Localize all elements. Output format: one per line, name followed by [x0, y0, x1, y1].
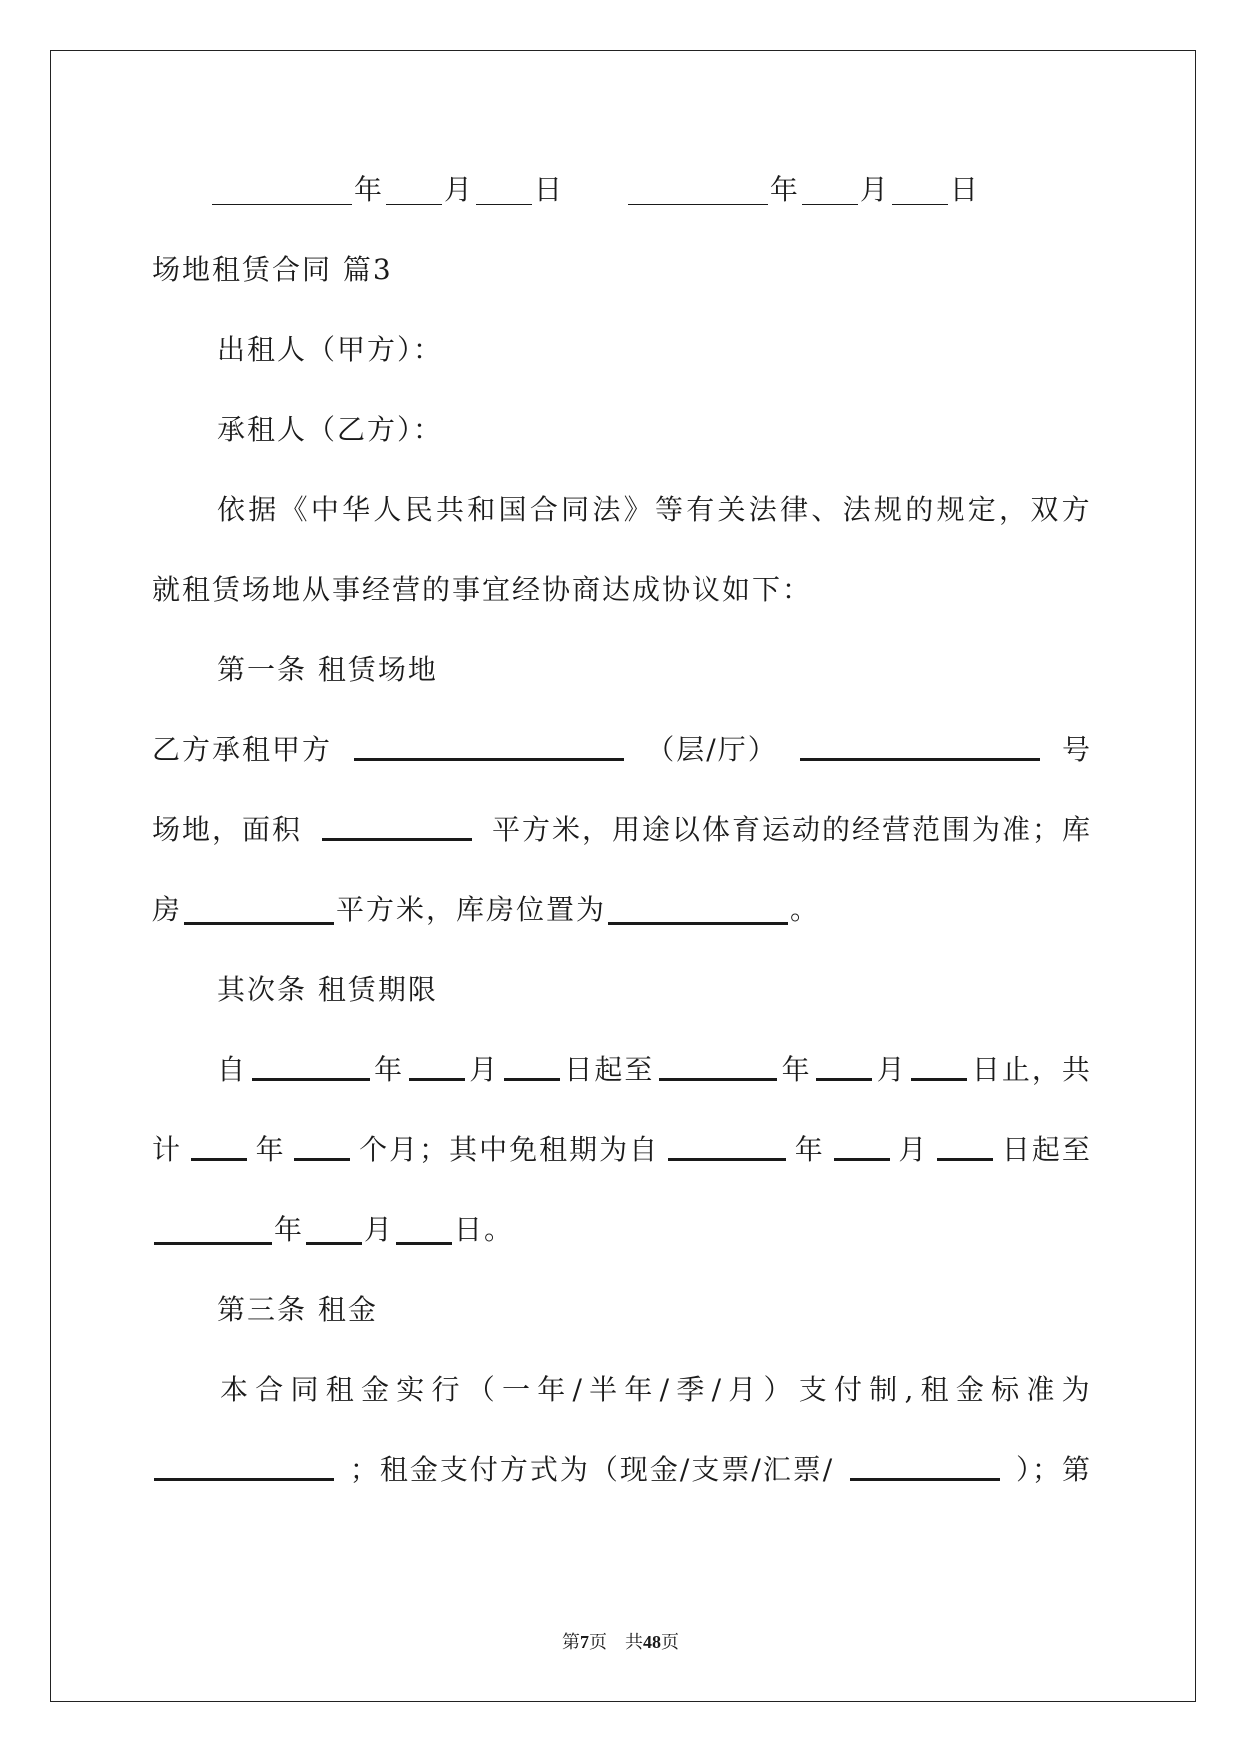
intro-char: 关: [717, 493, 748, 526]
article-3-char: 支: [798, 1373, 829, 1406]
intro-char: 律: [780, 493, 811, 526]
article-3-char: 同: [290, 1373, 321, 1406]
article-3-char: 制: [869, 1373, 900, 1406]
intro-char: 规: [873, 493, 904, 526]
intro-char: 和: [467, 493, 498, 526]
intro-char: 的: [905, 493, 936, 526]
article-3-char: 年: [624, 1373, 655, 1406]
lessee-label: 承租人（乙方）：: [217, 413, 444, 446]
article-3-char: 租: [920, 1373, 951, 1406]
article-3-char: /: [659, 1373, 672, 1406]
article-1-title: 第一条 租赁场地: [217, 653, 438, 686]
article-2-line-3: 年 月 日。: [152, 1212, 514, 1248]
article-3-char: 金: [361, 1373, 392, 1406]
article-3-char: 本: [220, 1373, 251, 1406]
article-2-line-2: 计 年 个月；其中免租期为自 年 月 日起至: [152, 1133, 1092, 1166]
article-3-char: 合: [255, 1373, 286, 1406]
intro-char: 人: [373, 493, 404, 526]
intro-char: 中: [310, 493, 341, 526]
page-footer: 第7页 共48页: [562, 1632, 679, 1652]
intro-char: 据: [248, 493, 279, 526]
intro-char: 、: [811, 493, 842, 526]
article-3-char: 为: [1061, 1373, 1092, 1406]
article-3-char: 一: [502, 1373, 533, 1406]
article-1-line-1: 乙方承租甲方 （层/厅） 号: [152, 733, 1092, 766]
article-3-char: 标: [991, 1373, 1022, 1406]
intro-char: 同: [561, 493, 592, 526]
lessor-label: 出租人（甲方）：: [217, 333, 444, 366]
intro-char: 合: [529, 493, 560, 526]
intro-char: 》: [623, 493, 654, 526]
article-1-line-3: 房 平方米，库房位置为 。: [152, 893, 821, 926]
intro-char: 《: [279, 493, 310, 526]
intro-char: 定: [967, 493, 998, 526]
article-1-line-2: 场地，面积 平方米，用途以体育运动的经营范围为准；库: [152, 813, 1092, 846]
article-3-line-1: [220, 1372, 1092, 1408]
article-3-char: 付: [834, 1373, 865, 1406]
article-3-char: 半: [589, 1373, 620, 1406]
intro-char: 法: [748, 493, 779, 526]
signature-date-line: 年 月 日 年 月 日: [210, 172, 980, 208]
article-3-char: （: [466, 1373, 497, 1406]
intro-char: 规: [936, 493, 967, 526]
article-3-char: /: [572, 1373, 584, 1406]
article-3-title: 第三条 租金: [217, 1293, 378, 1326]
intro-line-1: [217, 492, 1092, 528]
intro-char: ，: [999, 493, 1030, 526]
intro-line-2: 就租赁场地从事经营的事宜经协商达成协议如下：: [152, 573, 813, 606]
intro-char: 国: [498, 493, 529, 526]
intro-char: 法: [592, 493, 623, 526]
intro-char: 等: [654, 493, 685, 526]
intro-char: 法: [842, 493, 873, 526]
article-3-char: 季: [676, 1373, 707, 1406]
article-3-char: 租: [325, 1373, 356, 1406]
article-3-char: /: [711, 1373, 724, 1406]
intro-char: 共: [435, 493, 466, 526]
intro-char: 民: [404, 493, 435, 526]
article-3-char: 月: [728, 1373, 759, 1406]
page-number: 7: [580, 1632, 589, 1652]
article-3-char: 年: [537, 1373, 568, 1406]
article-2-line-1: 自 年 月 日起至 年 月 日止，共: [217, 1053, 1092, 1086]
article-3-char: 金: [955, 1373, 986, 1406]
article-3-char: ）: [763, 1373, 794, 1406]
intro-char: 方: [1061, 493, 1092, 526]
article-3-char: ,: [904, 1373, 916, 1406]
section-title: 场地租赁合同 篇3: [152, 253, 393, 286]
article-3-line-2: ；租金支付方式为（现金/支票/汇票/ ）；第: [152, 1452, 1092, 1488]
article-3-char: 行: [431, 1373, 462, 1406]
total-pages: 48: [643, 1632, 661, 1652]
article-3-char: 实: [396, 1373, 427, 1406]
article-2-title: 其次条 租赁期限: [217, 973, 438, 1006]
intro-char: 双: [1030, 493, 1061, 526]
article-3-char: 准: [1026, 1373, 1057, 1406]
intro-char: 华: [342, 493, 373, 526]
intro-char: 依: [217, 493, 248, 526]
intro-char: 有: [686, 493, 717, 526]
